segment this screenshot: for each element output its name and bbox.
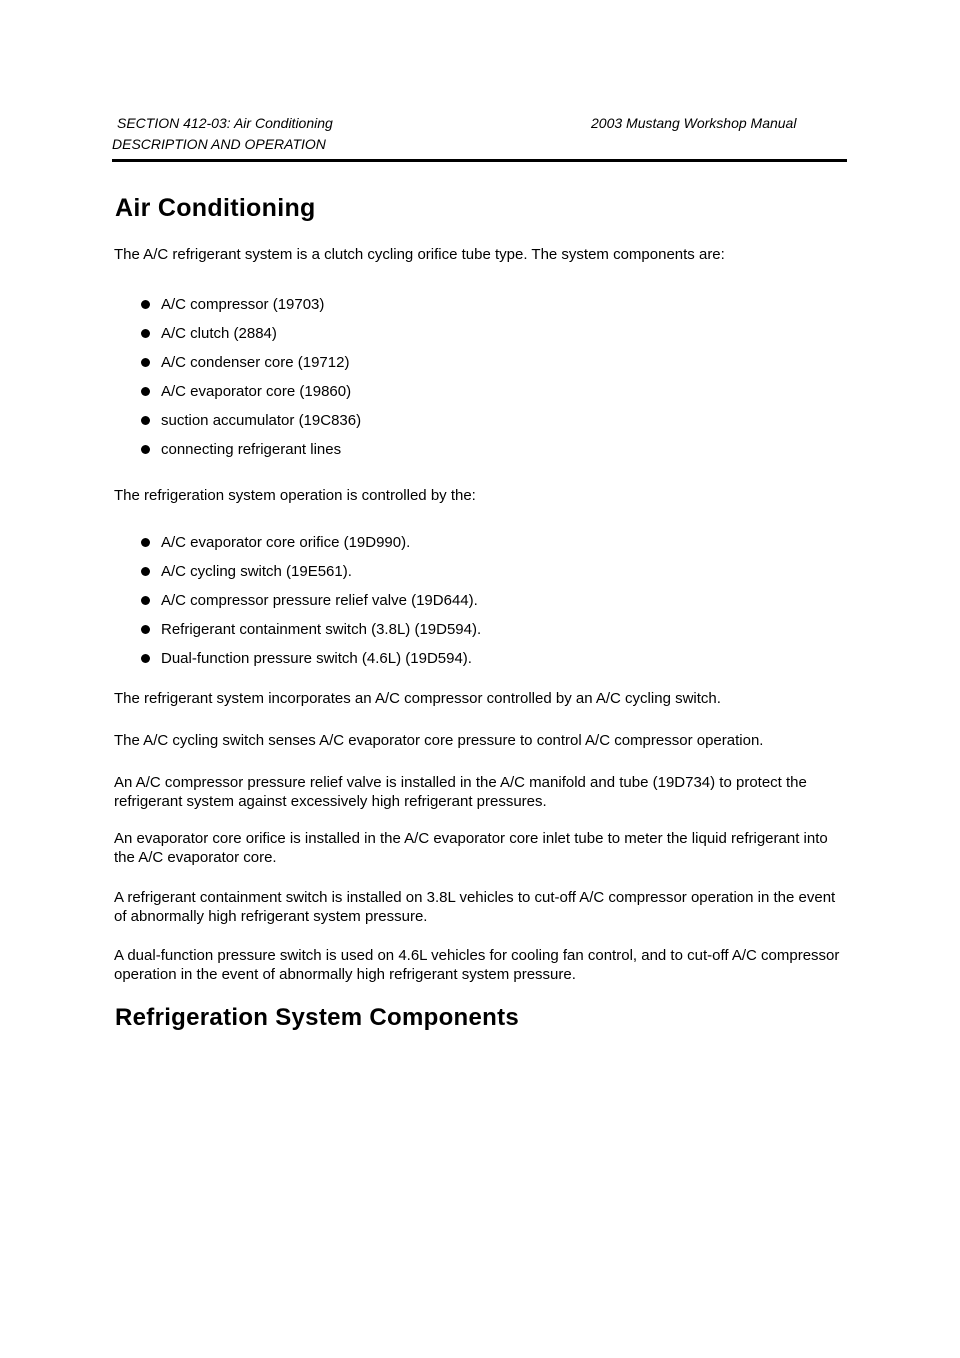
controlled-intro-paragraph: The refrigeration system operation is controlled by the: [114,487,476,504]
list-item: A/C compressor (19703) [161,296,325,313]
bullet-dot-icon [141,300,150,309]
body-paragraph: The refrigerant system incorporates an A/C compressor controlled by an A/C cycling switch. [114,690,721,707]
header-divider [112,159,847,162]
body-paragraph: The A/C cycling switch senses A/C evaporator core pressure to control A/C compressor operation. [114,732,764,749]
bullet-dot-icon [141,596,150,605]
body-paragraph: An A/C compressor pressure relief valve is installed in the A/C manifold and tube (19D734) to protect the refrigerant system against excessively high refrigerant pressures. [114,774,807,810]
intro-paragraph: The A/C refrigerant system is a clutch cycling orifice tube type. The system components are: [114,246,725,263]
header-subsection: DESCRIPTION AND OPERATION [112,136,326,152]
list-item: connecting refrigerant lines [161,441,342,458]
bullet-dot-icon [141,654,150,663]
bullet-dot-icon [141,329,150,338]
list-item: A/C compressor pressure relief valve (19D644). [161,592,478,609]
page-title: Air Conditioning [115,194,316,222]
list-item: A/C evaporator core (19860) [161,383,352,400]
list-item: A/C evaporator core orifice (19D990). [161,534,411,551]
bullet-dot-icon [141,567,150,576]
section-heading: Refrigeration System Components [115,1004,520,1031]
list-item: A/C cycling switch (19E561). [161,563,352,580]
bullet-dot-icon [141,387,150,396]
bullet-dot-icon [141,416,150,425]
bullet-dot-icon [141,625,150,634]
list-item: suction accumulator (19C836) [161,412,362,429]
body-paragraph: A dual-function pressure switch is used on 4.6L vehicles for cooling fan control, and to cut-off A/C compressor operation in the event of abnormally high refrigerant system pressure. [114,947,840,983]
bullet-dot-icon [141,445,150,454]
body-paragraph: An evaporator core orifice is installed in the A/C evaporator core inlet tube to meter the liquid refrigerant into the A/C evaporator core. [114,830,828,866]
list-item: A/C clutch (2884) [161,325,277,342]
header-section-title: SECTION 412-03: Air Conditioning [117,115,333,131]
list-item: Dual-function pressure switch (4.6L) (19D594). [161,650,472,667]
bullet-dot-icon [141,538,150,547]
bullet-dot-icon [141,358,150,367]
list-item: Refrigerant containment switch (3.8L) (19D594). [161,621,482,638]
body-paragraph: A refrigerant containment switch is installed on 3.8L vehicles to cut-off A/C compressor operation in the event of abnormally high refrigerant system pressure. [114,889,836,925]
header-manual-title: 2003 Mustang Workshop Manual [591,115,797,131]
list-item: A/C condenser core (19712) [161,354,350,371]
